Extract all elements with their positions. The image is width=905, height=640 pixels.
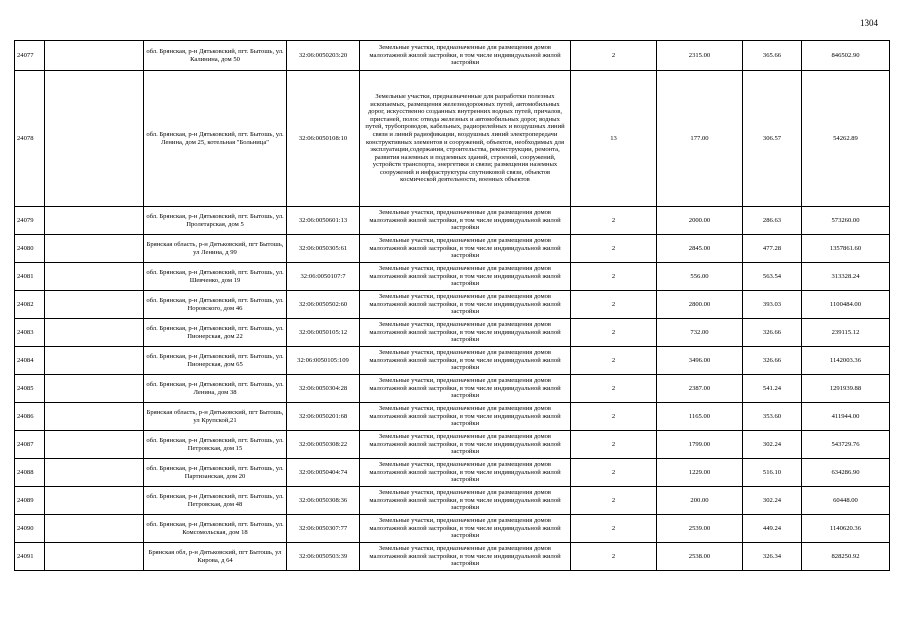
row-value: 1140620.36 bbox=[802, 515, 890, 543]
blank-cell bbox=[45, 319, 144, 347]
cadastral-value-table bbox=[14, 40, 890, 571]
row-permitted-use: Земельные участки, предназначенные для размещения домов малоэтажной жилой застройки, в том числе индивидуальной жилой застройки bbox=[360, 515, 571, 543]
row-permitted-use: Земельные участки, предназначенные для размещения домов малоэтажной жилой застройки, в том числе индивидуальной жилой застройки bbox=[360, 41, 571, 71]
table-row bbox=[15, 543, 890, 571]
row-cadastral-number: 32:06:0050203:20 bbox=[287, 41, 360, 71]
row-address: обл. Брянская, р-н Дятьковский, пгт. Бытошь, ул. Петровская, дом 48 bbox=[144, 487, 287, 515]
row-id: 24079 bbox=[15, 207, 45, 235]
row-category: 2 bbox=[571, 403, 657, 431]
blank-cell bbox=[45, 431, 144, 459]
table-row bbox=[15, 459, 890, 487]
table-row bbox=[15, 487, 890, 515]
table-row bbox=[15, 291, 890, 319]
row-permitted-use: Земельные участки, предназначенные для разработки полезных ископаемых, размещения железнодорожных путей, автомобильных дорог, искусственно созданных внутренних водных путей, причалов, пристаней, полос отвода железных и автомобильных дорог, водных путей, трубопроводов, кабельных, радиорелейных и воздушных линий связи и линий радиофикации, воздушных линий электропередачи конструктивных элементов и сооружений, объектов, необходимых для эксплуатации,содержания, строительства, реконструкции, ремонта, развития наземных и подземных зданий, строений, сооружений, устройств транспорта, энергетики и связи; размещения наземных сооружений и инфраструктуры спутниковой связи, объектов космической деятельности, военных объектов bbox=[360, 71, 571, 207]
row-cadastral-number: 32:06:0050308:36 bbox=[287, 487, 360, 515]
row-address: обл. Брянская, р-н Дятьковский, пгт. Бытошь, ул. Пионерская, дом 65 bbox=[144, 347, 287, 375]
row-value: 239115.12 bbox=[802, 319, 890, 347]
row-rate: 302.24 bbox=[743, 487, 802, 515]
row-rate: 393.03 bbox=[743, 291, 802, 319]
row-area: 732.00 bbox=[657, 319, 743, 347]
table-row bbox=[15, 347, 890, 375]
row-area: 200.00 bbox=[657, 487, 743, 515]
row-id: 24086 bbox=[15, 403, 45, 431]
row-area: 2800.00 bbox=[657, 291, 743, 319]
row-address: обл. Брянская, р-н Дятьковский, пгт. Бытошь, ул. Петровская, дом 15 bbox=[144, 431, 287, 459]
row-cadastral-number: 32:06:0050502:60 bbox=[287, 291, 360, 319]
table-row bbox=[15, 431, 890, 459]
row-category: 2 bbox=[571, 207, 657, 235]
row-value: 60448.00 bbox=[802, 487, 890, 515]
row-cadastral-number: 32:06:0050105:109 bbox=[287, 347, 360, 375]
row-category: 2 bbox=[571, 515, 657, 543]
table-row bbox=[15, 71, 890, 207]
row-id: 24077 bbox=[15, 41, 45, 71]
row-area: 2315.00 bbox=[657, 41, 743, 71]
row-id: 24091 bbox=[15, 543, 45, 571]
row-address: обл. Брянская, р-н Дятьковский, пгт. Бытошь, ул. Комсомольская, дом 18 bbox=[144, 515, 287, 543]
row-permitted-use: Земельные участки, предназначенные для размещения домов малоэтажной жилой застройки, в том числе индивидуальной жилой застройки bbox=[360, 319, 571, 347]
row-category: 13 bbox=[571, 71, 657, 207]
table-row bbox=[15, 319, 890, 347]
row-cadastral-number: 32:06:0050107:7 bbox=[287, 263, 360, 291]
row-address: обл. Брянская, р-н Дятьковский, пгт. Бытошь, ул. Ленина, дом 38 bbox=[144, 375, 287, 403]
row-area: 2845.00 bbox=[657, 235, 743, 263]
row-permitted-use: Земельные участки, предназначенные для размещения домов малоэтажной жилой застройки, в том числе индивидуальной жилой застройки bbox=[360, 235, 571, 263]
row-id: 24084 bbox=[15, 347, 45, 375]
row-rate: 306.57 bbox=[743, 71, 802, 207]
row-rate: 326.66 bbox=[743, 347, 802, 375]
row-permitted-use: Земельные участки, предназначенные для размещения домов малоэтажной жилой застройки, в том числе индивидуальной жилой застройки bbox=[360, 459, 571, 487]
table-row bbox=[15, 41, 890, 71]
blank-cell bbox=[45, 207, 144, 235]
row-area: 1799.00 bbox=[657, 431, 743, 459]
row-rate: 365.66 bbox=[743, 41, 802, 71]
row-value: 846502.90 bbox=[802, 41, 890, 71]
row-value: 828250.92 bbox=[802, 543, 890, 571]
row-value: 1142003.36 bbox=[802, 347, 890, 375]
row-value: 313328.24 bbox=[802, 263, 890, 291]
row-value: 54262.89 bbox=[802, 71, 890, 207]
blank-cell bbox=[45, 403, 144, 431]
row-rate: 286.63 bbox=[743, 207, 802, 235]
row-category: 2 bbox=[571, 375, 657, 403]
row-cadastral-number: 32:06:0050404:74 bbox=[287, 459, 360, 487]
row-area: 3496.00 bbox=[657, 347, 743, 375]
row-permitted-use: Земельные участки, предназначенные для размещения домов малоэтажной жилой застройки, в том числе индивидуальной жилой застройки bbox=[360, 375, 571, 403]
row-rate: 563.54 bbox=[743, 263, 802, 291]
blank-cell bbox=[45, 375, 144, 403]
row-permitted-use: Земельные участки, предназначенные для размещения домов малоэтажной жилой застройки, в том числе индивидуальной жилой застройки bbox=[360, 403, 571, 431]
row-category: 2 bbox=[571, 543, 657, 571]
table-row bbox=[15, 263, 890, 291]
blank-cell bbox=[45, 487, 144, 515]
row-value: 573260.00 bbox=[802, 207, 890, 235]
row-rate: 326.66 bbox=[743, 319, 802, 347]
row-cadastral-number: 32:06:0050305:61 bbox=[287, 235, 360, 263]
row-area: 556.00 bbox=[657, 263, 743, 291]
row-permitted-use: Земельные участки, предназначенные для размещения домов малоэтажной жилой застройки, в том числе индивидуальной жилой застройки bbox=[360, 207, 571, 235]
blank-cell bbox=[45, 459, 144, 487]
row-category: 2 bbox=[571, 431, 657, 459]
row-area: 177.00 bbox=[657, 71, 743, 207]
row-id: 24087 bbox=[15, 431, 45, 459]
row-category: 2 bbox=[571, 41, 657, 71]
row-id: 24088 bbox=[15, 459, 45, 487]
row-area: 2000.00 bbox=[657, 207, 743, 235]
row-id: 24089 bbox=[15, 487, 45, 515]
row-cadastral-number: 32:06:0050307:77 bbox=[287, 515, 360, 543]
row-area: 1165.00 bbox=[657, 403, 743, 431]
table-row bbox=[15, 235, 890, 263]
blank-cell bbox=[45, 291, 144, 319]
row-cadastral-number: 32:06:0050503:39 bbox=[287, 543, 360, 571]
table-row bbox=[15, 515, 890, 543]
page-number: 1304 bbox=[860, 18, 878, 28]
row-address: обл. Брянская, р-н Дятьковский, пгт. Бытошь, ул. Ленина, дом 25, котельная "Больница" bbox=[144, 71, 287, 207]
row-permitted-use: Земельные участки, предназначенные для размещения домов малоэтажной жилой застройки, в том числе индивидуальной жилой застройки bbox=[360, 543, 571, 571]
row-id: 24078 bbox=[15, 71, 45, 207]
row-category: 2 bbox=[571, 487, 657, 515]
blank-cell bbox=[45, 263, 144, 291]
row-id: 24090 bbox=[15, 515, 45, 543]
blank-cell bbox=[45, 515, 144, 543]
row-value: 1357861.60 bbox=[802, 235, 890, 263]
row-cadastral-number: 32:06:0050308:22 bbox=[287, 431, 360, 459]
row-rate: 353.60 bbox=[743, 403, 802, 431]
blank-cell bbox=[45, 235, 144, 263]
row-permitted-use: Земельные участки, предназначенные для размещения домов малоэтажной жилой застройки, в том числе индивидуальной жилой застройки bbox=[360, 291, 571, 319]
row-address: обл. Брянская, р-н Дятьковский, пгт. Бытошь, ул. Пионерская, дом 22 bbox=[144, 319, 287, 347]
row-rate: 449.24 bbox=[743, 515, 802, 543]
row-id: 24082 bbox=[15, 291, 45, 319]
row-value: 634286.90 bbox=[802, 459, 890, 487]
row-area: 2387.00 bbox=[657, 375, 743, 403]
row-area: 2538.00 bbox=[657, 543, 743, 571]
row-rate: 302.24 bbox=[743, 431, 802, 459]
table-row bbox=[15, 375, 890, 403]
row-category: 2 bbox=[571, 347, 657, 375]
blank-cell bbox=[45, 347, 144, 375]
row-address: обл. Брянская, р-н Дятьковский, пгт. Бытошь, ул. Партизанская, дом 20 bbox=[144, 459, 287, 487]
row-value: 543729.76 bbox=[802, 431, 890, 459]
row-id: 24083 bbox=[15, 319, 45, 347]
table-row bbox=[15, 207, 890, 235]
row-rate: 541.24 bbox=[743, 375, 802, 403]
row-cadastral-number: 32:06:0050601:13 bbox=[287, 207, 360, 235]
row-address: Брянская область, р-н Дятьковский, пгт Бытошь, ул Крупской,21 bbox=[144, 403, 287, 431]
row-address: обл. Брянская, р-н Дятьковский, пгт. Бытошь, ул. Норовского, дом 46 bbox=[144, 291, 287, 319]
row-cadastral-number: 32:06:0050304:28 bbox=[287, 375, 360, 403]
table-body bbox=[15, 41, 890, 571]
row-address: обл. Брянская, р-н Дятьковский, пгт. Бытошь, ул. Пролетарская, дом 5 bbox=[144, 207, 287, 235]
row-area: 2539.00 bbox=[657, 515, 743, 543]
row-value: 1100484.00 bbox=[802, 291, 890, 319]
row-rate: 477.28 bbox=[743, 235, 802, 263]
row-category: 2 bbox=[571, 319, 657, 347]
row-rate: 326.34 bbox=[743, 543, 802, 571]
row-area: 1229.00 bbox=[657, 459, 743, 487]
row-address: обл. Брянская, р-н Дятьковский, пгт. Бытошь, ул. Калинина, дом 50 bbox=[144, 41, 287, 71]
row-id: 24085 bbox=[15, 375, 45, 403]
blank-cell bbox=[45, 543, 144, 571]
row-permitted-use: Земельные участки, предназначенные для размещения домов малоэтажной жилой застройки, в том числе индивидуальной жилой застройки bbox=[360, 431, 571, 459]
row-cadastral-number: 32:06:0050108:10 bbox=[287, 71, 360, 207]
row-category: 2 bbox=[571, 235, 657, 263]
row-cadastral-number: 32:06:0050105:12 bbox=[287, 319, 360, 347]
row-permitted-use: Земельные участки, предназначенные для размещения домов малоэтажной жилой застройки, в том числе индивидуальной жилой застройки bbox=[360, 487, 571, 515]
row-permitted-use: Земельные участки, предназначенные для размещения домов малоэтажной жилой застройки, в том числе индивидуальной жилой застройки bbox=[360, 347, 571, 375]
row-category: 2 bbox=[571, 291, 657, 319]
row-category: 2 bbox=[571, 263, 657, 291]
row-category: 2 bbox=[571, 459, 657, 487]
row-cadastral-number: 32:06:0050201:68 bbox=[287, 403, 360, 431]
row-address: Брянская обл, р-н Дятьковский, пгт Бытошь, ул Кирова, д 64 bbox=[144, 543, 287, 571]
row-value: 1291939.88 bbox=[802, 375, 890, 403]
row-value: 411944.00 bbox=[802, 403, 890, 431]
blank-cell bbox=[45, 71, 144, 207]
row-address: Брянская область, р-н Дятьковский, пгт Бытошь, ул Ленина, д 99 bbox=[144, 235, 287, 263]
table-row bbox=[15, 403, 890, 431]
row-id: 24080 bbox=[15, 235, 45, 263]
row-rate: 516.10 bbox=[743, 459, 802, 487]
blank-cell bbox=[45, 41, 144, 71]
row-permitted-use: Земельные участки, предназначенные для размещения домов малоэтажной жилой застройки, в том числе индивидуальной жилой застройки bbox=[360, 263, 571, 291]
row-id: 24081 bbox=[15, 263, 45, 291]
row-address: обл. Брянская, р-н Дятьковский, пгт. Бытошь, ул. Шевченко, дом 19 bbox=[144, 263, 287, 291]
